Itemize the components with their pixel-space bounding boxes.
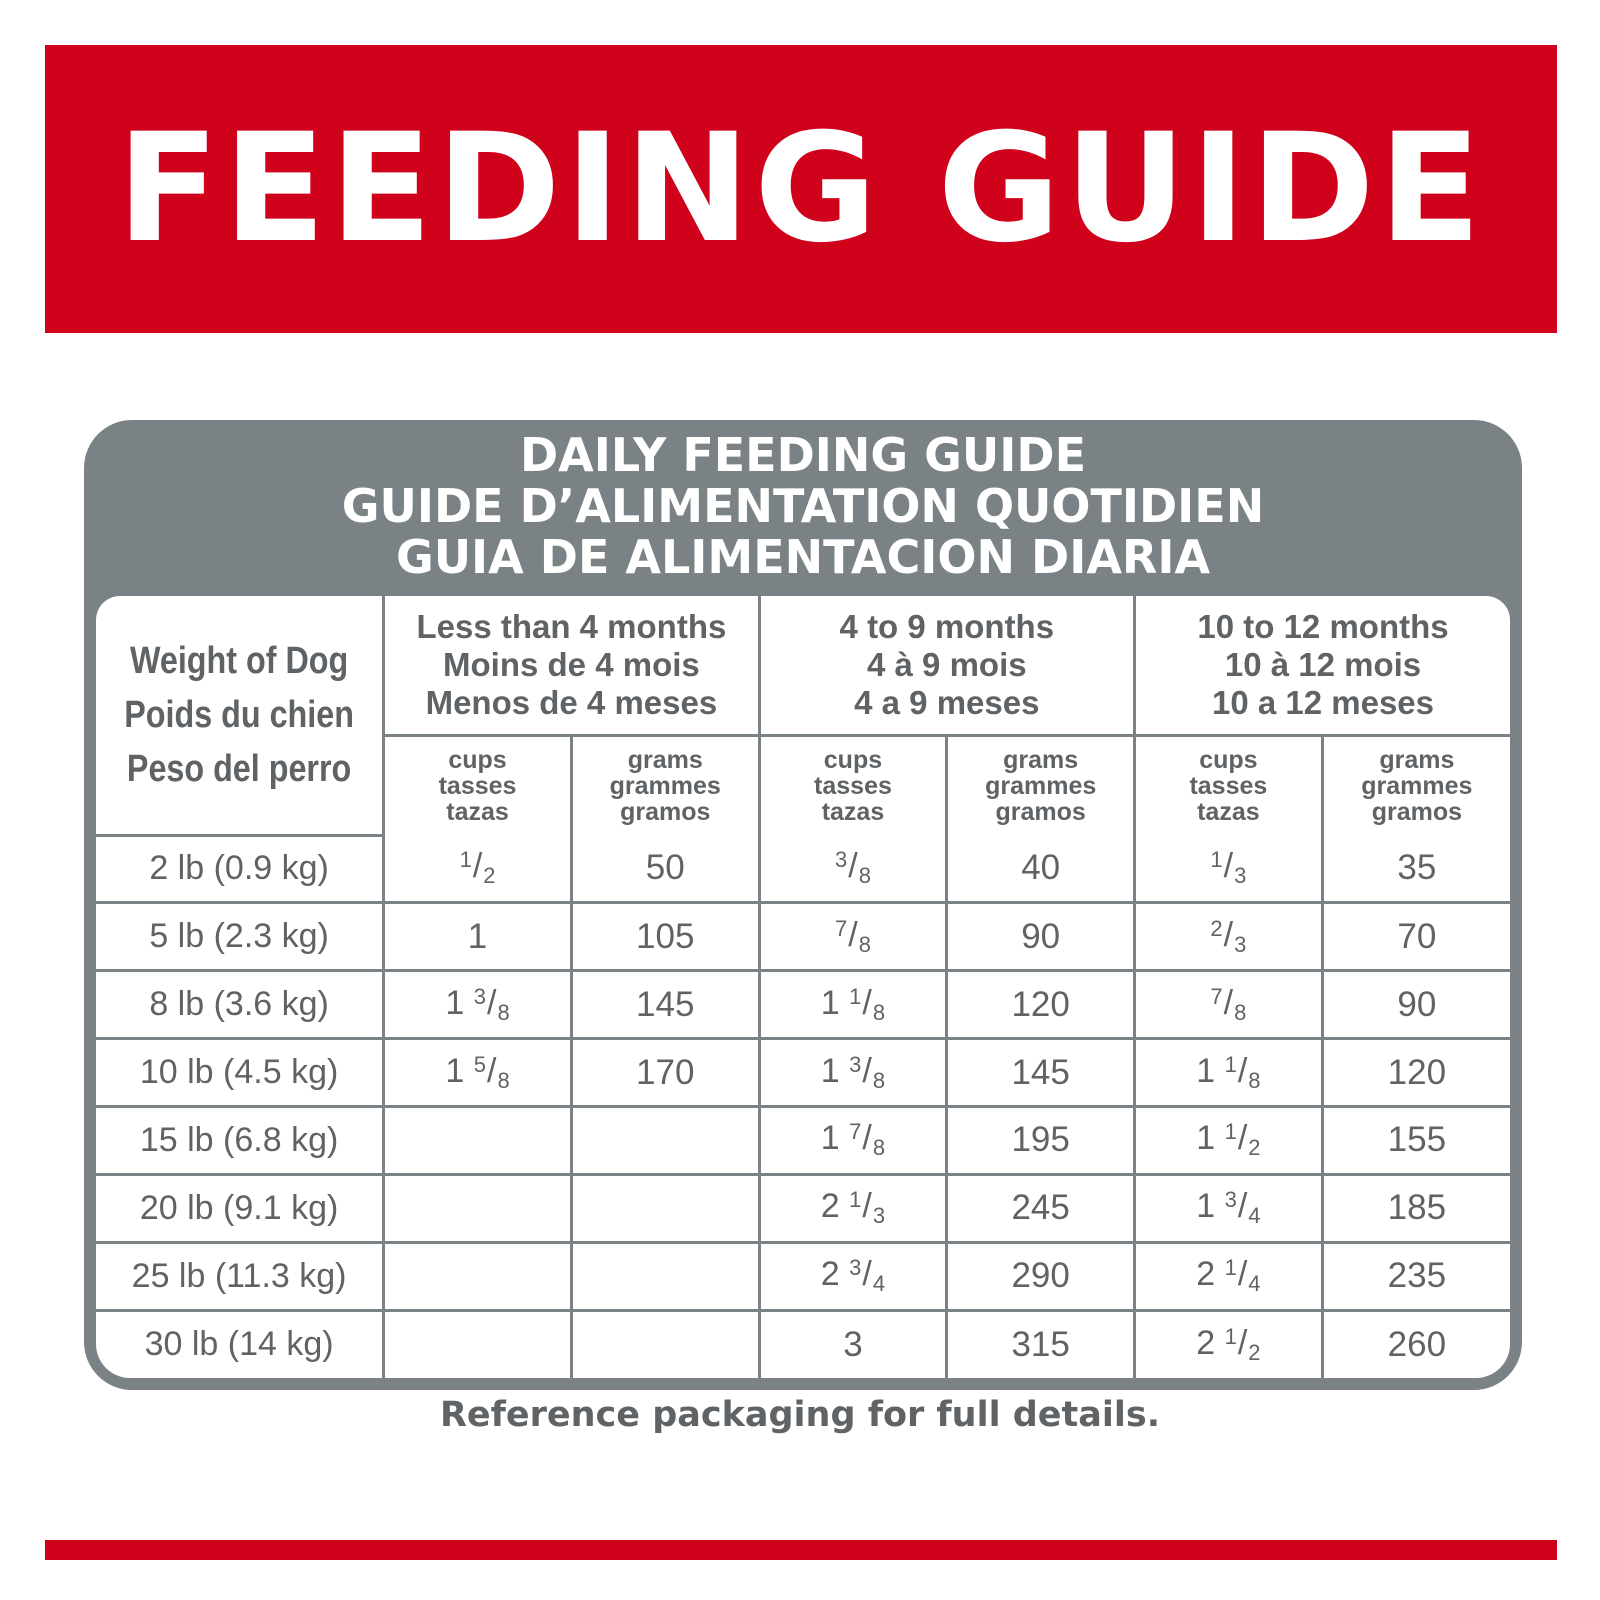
cups-cell: 1 $^3/_8$	[384, 971, 572, 1039]
grams-cell: 120	[1322, 1039, 1510, 1107]
cups-cell: 1	[384, 903, 572, 971]
table-row	[96, 835, 1510, 903]
cups-cell: $^1/_3$	[1135, 835, 1323, 903]
grams-cell: 120	[947, 971, 1135, 1039]
grams-cell: 290	[947, 1242, 1135, 1310]
cups-cell: 1 $^1/_8$	[759, 971, 947, 1039]
footer-note: Reference packaging for full details.	[439, 1395, 1161, 1435]
table-row	[96, 1039, 1510, 1107]
table-row	[96, 903, 1510, 971]
weight-cell: 25 lb (11.3 kg)	[96, 1242, 384, 1310]
grams-cell: 315	[947, 1310, 1135, 1378]
grams-cell: 245	[947, 1174, 1135, 1242]
grams-cell: 35	[1322, 835, 1510, 903]
card-title-french: GUIDE D’ALIMENTATION QUOTIDIEN	[341, 479, 1265, 533]
grams-cell: 50	[571, 835, 759, 903]
cups-cell: 2 $^3/_4$	[759, 1242, 947, 1310]
feeding-table-wrap	[96, 596, 1510, 1378]
weight-column-header: Weight of Dog Poids du chien Peso del perro	[96, 596, 384, 835]
cups-unit-header: cups tasses tazas	[1135, 735, 1323, 835]
cups-cell: 1 $^3/_8$	[759, 1039, 947, 1107]
card-title	[84, 430, 1522, 583]
weight-cell: 15 lb (6.8 kg)	[96, 1107, 384, 1175]
age-group-header: 10 to 12 months 10 à 12 mois 10 a 12 meses	[1135, 596, 1510, 735]
weight-cell: 2 lb (0.9 kg)	[96, 835, 384, 903]
grams-cell: 260	[1322, 1310, 1510, 1378]
cups-cell: 2 $^1/_2$	[1135, 1310, 1323, 1378]
weight-cell: 30 lb (14 kg)	[96, 1310, 384, 1378]
cups-cell: $^2/_3$	[1135, 903, 1323, 971]
bottom-accent-bar	[45, 1540, 1557, 1560]
grams-cell: 145	[571, 971, 759, 1039]
grams-cell: 105	[571, 903, 759, 971]
age-group-header: 4 to 9 months 4 à 9 mois 4 a 9 meses	[759, 596, 1134, 735]
weight-cell: 5 lb (2.3 kg)	[96, 903, 384, 971]
cups-cell	[384, 1174, 572, 1242]
card-title-spanish: GUIA DE ALIMENTACION DIARIA	[395, 530, 1211, 584]
cups-cell: 2 $^1/_3$	[759, 1174, 947, 1242]
grams-cell	[571, 1310, 759, 1378]
grams-unit-header: grams grammes gramos	[571, 735, 759, 835]
page-title: FEEDING GUIDE	[116, 102, 1486, 276]
table-row	[96, 1310, 1510, 1378]
cups-cell: $^1/_2$	[384, 835, 572, 903]
cups-cell: $^7/_8$	[759, 903, 947, 971]
grams-cell: 195	[947, 1107, 1135, 1175]
weight-cell: 20 lb (9.1 kg)	[96, 1174, 384, 1242]
cups-cell: $^3/_8$	[759, 835, 947, 903]
cups-cell: $^7/_8$	[1135, 971, 1323, 1039]
cups-cell: 1 $^5/_8$	[384, 1039, 572, 1107]
grams-cell: 40	[947, 835, 1135, 903]
cups-cell	[384, 1242, 572, 1310]
cups-cell	[384, 1310, 572, 1378]
table-row	[96, 971, 1510, 1039]
grams-cell	[571, 1242, 759, 1310]
feeding-guide-card	[84, 420, 1522, 1390]
feeding-table	[96, 596, 1510, 1378]
grams-cell: 185	[1322, 1174, 1510, 1242]
age-group-header: Less than 4 months Moins de 4 mois Menos de 4 meses	[384, 596, 759, 735]
weight-cell: 10 lb (4.5 kg)	[96, 1039, 384, 1107]
cups-cell: 1 $^1/_8$	[1135, 1039, 1323, 1107]
cups-cell	[384, 1107, 572, 1175]
cups-cell: 1 $^7/_8$	[759, 1107, 947, 1175]
grams-cell: 170	[571, 1039, 759, 1107]
grams-unit-header: grams grammes gramos	[947, 735, 1135, 835]
grams-unit-header: grams grammes gramos	[1322, 735, 1510, 835]
table-row	[96, 1107, 1510, 1175]
grams-cell	[571, 1174, 759, 1242]
table-row	[96, 1174, 1510, 1242]
cups-cell: 1 $^1/_2$	[1135, 1107, 1323, 1175]
grams-cell: 145	[947, 1039, 1135, 1107]
header-banner	[45, 45, 1557, 333]
grams-cell: 90	[947, 903, 1135, 971]
grams-cell: 235	[1322, 1242, 1510, 1310]
table-row	[96, 1242, 1510, 1310]
cups-unit-header: cups tasses tazas	[384, 735, 572, 835]
grams-cell: 90	[1322, 971, 1510, 1039]
cups-unit-header: cups tasses tazas	[759, 735, 947, 835]
weight-cell: 8 lb (3.6 kg)	[96, 971, 384, 1039]
cups-cell: 1 $^3/_4$	[1135, 1174, 1323, 1242]
feeding-rows	[96, 835, 1510, 1378]
card-title-english: DAILY FEEDING GUIDE	[519, 428, 1087, 482]
grams-cell	[571, 1107, 759, 1175]
cups-cell: 2 $^1/_4$	[1135, 1242, 1323, 1310]
cups-cell: 3	[759, 1310, 947, 1378]
grams-cell: 70	[1322, 903, 1510, 971]
grams-cell: 155	[1322, 1107, 1510, 1175]
